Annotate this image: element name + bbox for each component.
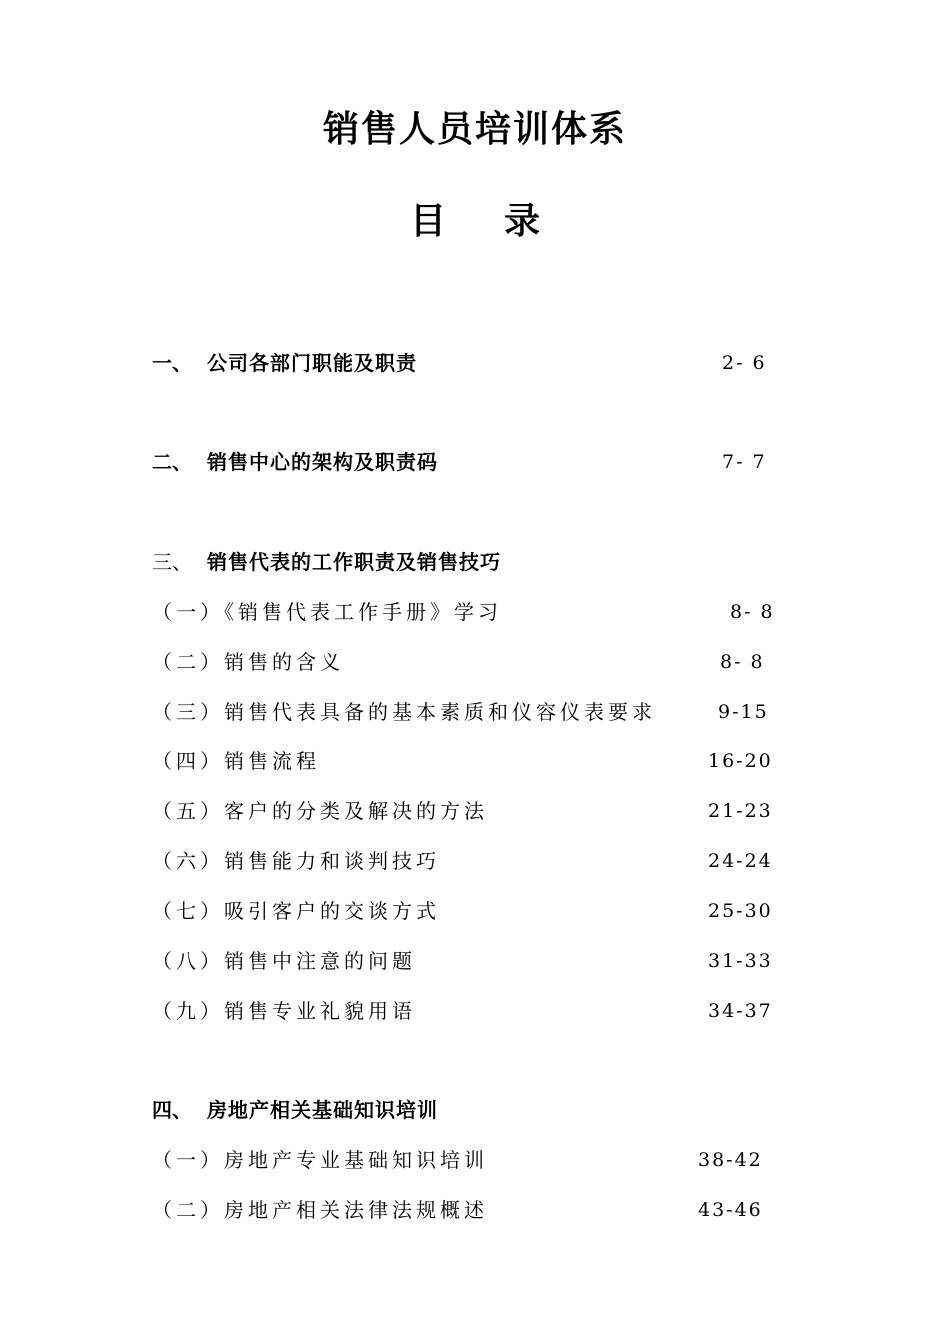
toc-page-range: 21-23 xyxy=(708,800,773,822)
toc-heading-char-1: 目 xyxy=(409,200,446,242)
toc-page-range: 8- 8 xyxy=(730,601,775,623)
toc-section-number: 四、 xyxy=(152,1098,192,1122)
toc-subitem-title: （二）房地产相关法律法规概述 xyxy=(152,1198,488,1222)
toc-page-range: 31-33 xyxy=(708,950,773,972)
toc-subitem-title: （九）销售专业礼貌用语 xyxy=(152,999,416,1023)
toc-section-3[interactable] xyxy=(0,547,950,577)
toc-section-number: 一、 xyxy=(152,351,192,375)
toc-subitem-3-9[interactable] xyxy=(0,996,950,1026)
toc-subitem-3-5[interactable] xyxy=(0,796,950,826)
toc-subitem-title: （五）客户的分类及解决的方法 xyxy=(152,799,488,823)
toc-section-title: 公司各部门职能及职责 xyxy=(207,351,417,375)
toc-section-title: 销售中心的架构及职责码 xyxy=(207,450,438,474)
toc-section-1[interactable] xyxy=(0,348,950,378)
toc-subitem-3-3[interactable] xyxy=(0,697,950,727)
toc-page-range: 2- 6 xyxy=(722,352,767,374)
toc-subitem-title: （七）吸引客户的交谈方式 xyxy=(152,899,440,923)
toc-subitem-3-4[interactable] xyxy=(0,746,950,776)
toc-page-range: 16-20 xyxy=(708,750,773,772)
toc-subitem-title: （二）销售的含义 xyxy=(152,650,344,674)
toc-subitem-3-6[interactable] xyxy=(0,846,950,876)
toc-page-range: 7- 7 xyxy=(722,451,767,473)
toc-section-number: 二、 xyxy=(152,450,192,474)
toc-heading-char-2: 录 xyxy=(504,200,541,242)
toc-subitem-title: （六）销售能力和谈判技巧 xyxy=(152,849,440,873)
toc-subitem-title: （八）销售中注意的问题 xyxy=(152,949,416,973)
toc-section-2[interactable] xyxy=(0,447,950,477)
toc-page-range: 34-37 xyxy=(708,1000,773,1022)
toc-section-title: 销售代表的工作职责及销售技巧 xyxy=(207,550,501,574)
toc-subitem-title: （三）销售代表具备的基本素质和仪容仪表要求 xyxy=(152,700,656,724)
toc-page-range: 24-24 xyxy=(708,850,773,872)
toc-subitem-3-2[interactable] xyxy=(0,647,950,677)
toc-section-number: 三、 xyxy=(152,550,192,574)
toc-subitem-3-8[interactable] xyxy=(0,946,950,976)
toc-page-range: 38-42 xyxy=(698,1149,763,1171)
toc-heading xyxy=(0,196,950,246)
toc-subitem-4-2[interactable] xyxy=(0,1195,950,1225)
toc-subitem-4-1[interactable] xyxy=(0,1145,950,1175)
toc-subitem-3-7[interactable] xyxy=(0,896,950,926)
toc-subitem-title: （四）销售流程 xyxy=(152,749,320,773)
toc-subitem-title: （一）《销售代表工作手册》学习 xyxy=(152,600,502,624)
toc-subitem-3-1[interactable] xyxy=(0,597,950,627)
toc-section-title: 房地产相关基础知识培训 xyxy=(207,1098,438,1122)
toc-page-range: 8- 8 xyxy=(720,651,765,673)
toc-page-range: 9-15 xyxy=(718,701,769,723)
toc-page-range: 25-30 xyxy=(708,900,773,922)
toc-section-4[interactable] xyxy=(0,1095,950,1125)
toc-page-range: 43-46 xyxy=(698,1199,763,1221)
document-title: 销售人员培训体系 xyxy=(322,108,627,150)
toc-subitem-title: （一）房地产专业基础知识培训 xyxy=(152,1148,488,1172)
